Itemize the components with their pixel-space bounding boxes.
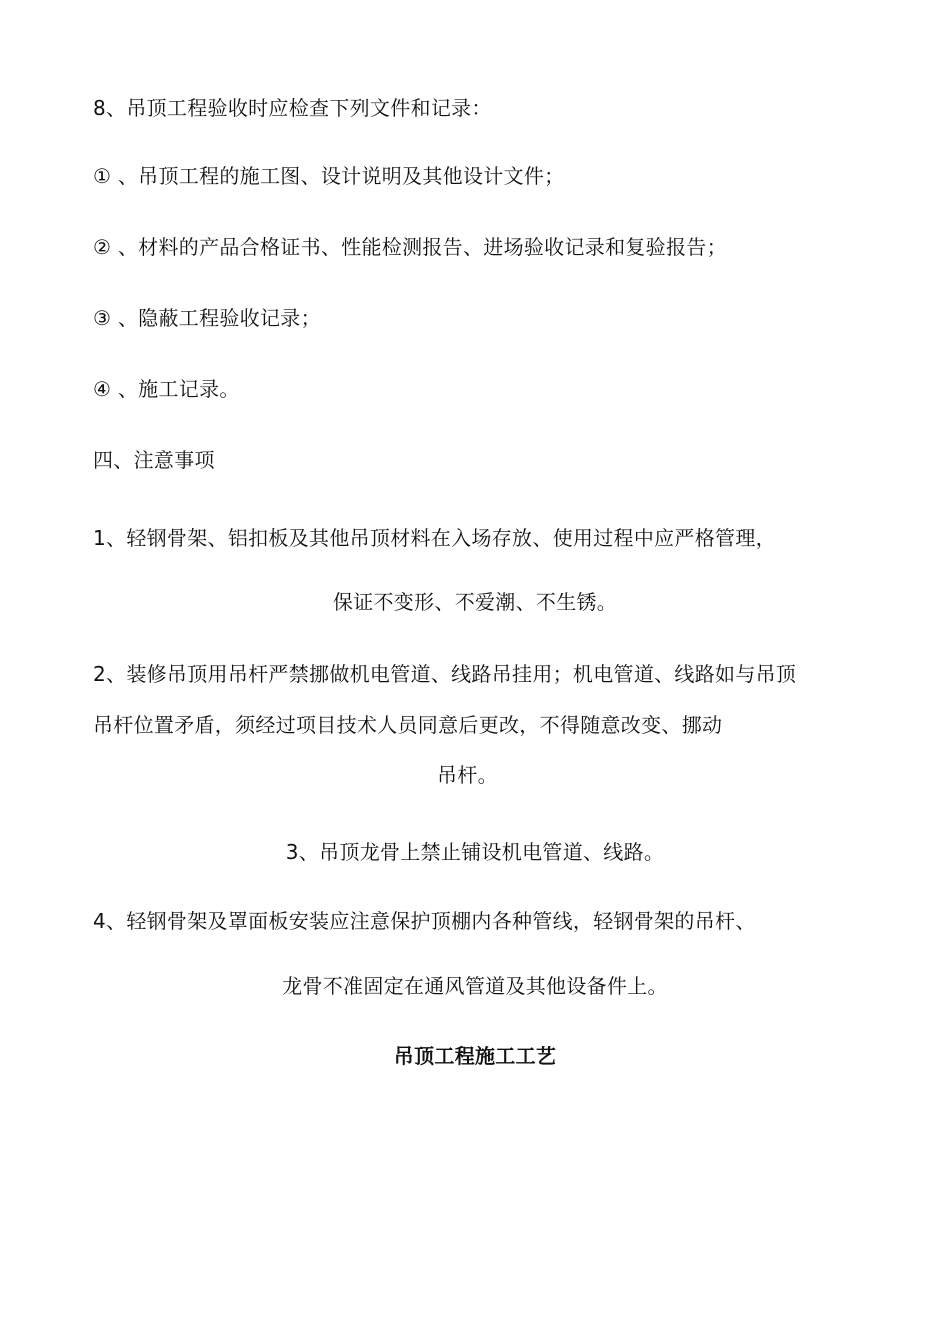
note-1-line-1: 1、轻钢骨架、铝扣板及其他吊顶材料在入场存放、使用过程中应严格管理， [93,526,776,550]
item-circled-1: ① 、吊顶工程的施工图、设计说明及其他设计文件； [93,164,565,188]
note-4-line-1: 4、轻钢骨架及罩面板安装应注意保护顶棚内各种管线，轻钢骨架的吊杆、 [93,909,756,933]
note-2-line-2: 吊杆位置矛盾，须经过项目技术人员同意后更改，不得随意改变、挪动 [93,713,723,737]
note-1-line-2: 保证不变形、不爱潮、不生锈。 [332,590,618,614]
note-3: 3、吊顶龙骨上禁止铺设机电管道、线路。 [285,840,665,864]
note-4-line-2: 龙骨不准固定在通风管道及其他设备件上。 [282,974,668,998]
item-circled-2: ② 、材料的产品合格证书、性能检测报告、进场验收记录和复验报告； [93,235,727,259]
section-title: 吊顶工程施工工艺 [393,1044,557,1068]
note-2-line-3: 吊杆。 [437,763,498,787]
item-circled-4: ④ 、施工记录。 [93,377,240,401]
note-2-line-1: 2、装修吊顶用吊杆严禁挪做机电管道、线路吊挂用；机电管道、线路如与吊顶 [93,662,797,686]
section-heading-notes: 四、注意事项 [93,448,215,472]
item-8-heading: 8、吊顶工程验收时应检查下列文件和记录： [93,96,492,120]
item-circled-3: ③ 、隐蔽工程验收记录； [93,306,321,330]
